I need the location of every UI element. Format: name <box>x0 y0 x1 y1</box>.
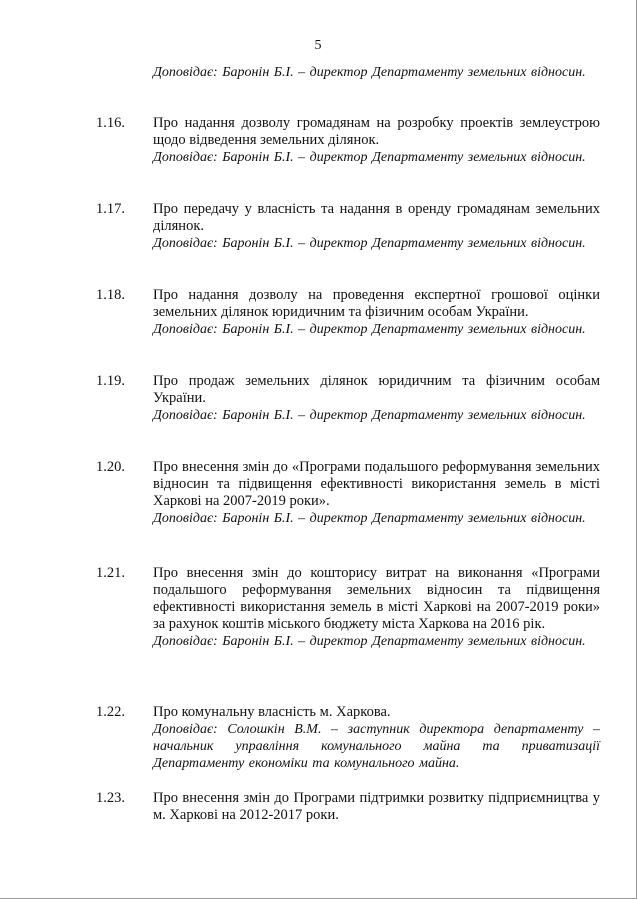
agenda-item <box>153 287 600 338</box>
item-title: Про надання дозволу громадянам на розробку проектів землеустрою щодо відведення земельних ділянок. <box>153 115 600 148</box>
item-reporter: Доповідає: Баронін Б.І. – директор Департаменту земельних відносин. <box>153 150 586 165</box>
item-reporter: Доповідає: Баронін Б.І. – директор Департаменту земельних відносин. <box>153 408 586 423</box>
page-number: 5 <box>314 38 322 53</box>
agenda-item <box>153 790 600 824</box>
item-title: Про внесення змін до Програми підтримки розвитку підприємництва у м. Харкові на 2012-2017 роки. <box>153 790 600 823</box>
agenda-item <box>153 565 600 650</box>
item-title: Про внесення змін до «Програми подальшого реформування земельних відносин та підвищення ефективності використання земель в місті Харкові на 2007-2019 роки». <box>153 459 600 509</box>
agenda-item <box>153 201 600 252</box>
item-title: Про надання дозволу на проведення експертної грошової оцінки земельних ділянок юридичним та фізичним особам України. <box>153 287 600 320</box>
item-number: 1.18. <box>96 287 125 303</box>
item-title: Про внесення змін до кошторису витрат на виконання «Програми подальшого реформування земельних відносин та підвищення ефективності використання земель в місті Харкові на 2007-2019 роки» за рахунок коштів міського бюджету міста Харкова на 2016 рік. <box>153 565 600 632</box>
item-number: 1.20. <box>96 459 125 475</box>
item-reporter: Доповідає: Баронін Б.І. – директор Департаменту земельних відносин. <box>153 236 586 251</box>
item-number: 1.16. <box>96 115 125 131</box>
item-reporter: Доповідає: Баронін Б.І. – директор Департаменту земельних відносин. <box>153 322 586 337</box>
item-reporter: Доповідає: Баронін Б.І. – директор Департаменту земельних відносин. <box>153 634 586 649</box>
agenda-item <box>153 115 600 166</box>
agenda-item <box>153 704 600 772</box>
item-title: Про комунальну власність м. Харкова. <box>153 704 391 720</box>
item-title: Про продаж земельних ділянок юридичним та фізичним особам України. <box>153 373 600 406</box>
agenda-item <box>153 373 600 424</box>
item-number: 1.19. <box>96 373 125 389</box>
header-reporter: Доповідає: Баронін Б.І. – директор Департаменту земельних відносин. <box>153 65 586 80</box>
agenda-item <box>153 459 600 527</box>
item-number: 1.17. <box>96 201 125 217</box>
item-reporter: Доповідає: Солошкін В.М. – заступник директора департаменту – начальник управління комунального майна та приватизації Департаменту економіки та комунального майна. <box>153 722 600 771</box>
item-reporter: Доповідає: Баронін Б.І. – директор Департаменту земельних відносин. <box>153 511 586 526</box>
item-number: 1.21. <box>96 565 125 581</box>
item-title: Про передачу у власність та надання в оренду громадянам земельних ділянок. <box>153 201 600 234</box>
item-number: 1.22. <box>96 704 125 720</box>
item-number: 1.23. <box>96 790 125 806</box>
